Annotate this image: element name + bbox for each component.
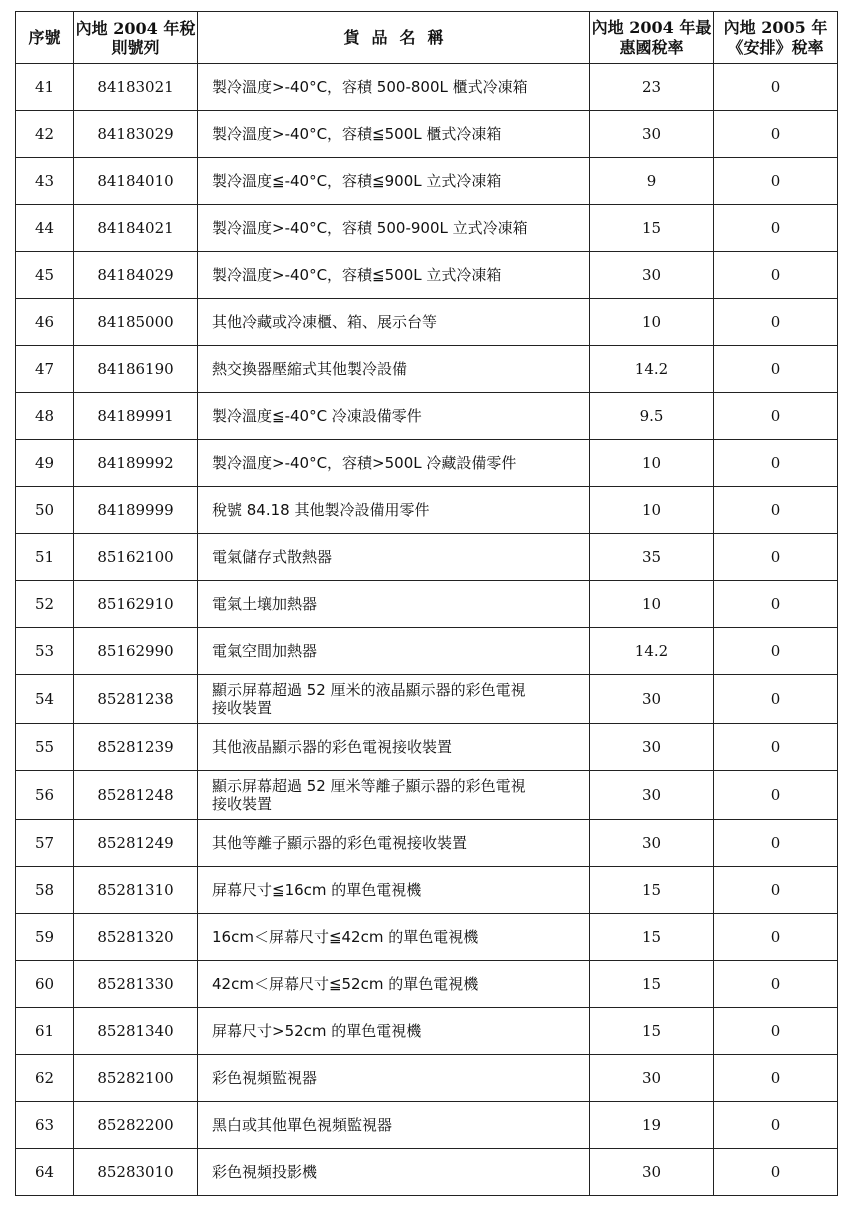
row-mfn-rate-cell: 30 [590, 111, 714, 158]
row-cepa-rate-cell: 0 [714, 914, 838, 961]
row-cepa-rate-cell: 0 [714, 724, 838, 771]
row-mfn-rate-cell: 10 [590, 440, 714, 487]
row-goods-name-cell [198, 1149, 590, 1196]
row-goods-name-cell [198, 1055, 590, 1102]
row-goods-name-line1: 16cm＜屏幕尺寸≦42cm 的單色電視機 [212, 928, 479, 946]
row-mfn-rate-cell: 30 [590, 724, 714, 771]
row-goods-name-line1: 電氣土壤加熱器 [212, 595, 318, 613]
row-seq-cell: 49 [16, 440, 74, 487]
row-mfn-rate-cell: 9 [590, 158, 714, 205]
table-row [16, 867, 838, 914]
row-tariff-code-cell: 85283010 [74, 1149, 198, 1196]
row-seq-cell: 58 [16, 867, 74, 914]
row-cepa-rate-cell: 0 [714, 158, 838, 205]
table-row [16, 64, 838, 111]
row-mfn-rate-cell: 35 [590, 534, 714, 581]
row-mfn-rate-cell: 14.2 [590, 346, 714, 393]
row-goods-name-cell [198, 581, 590, 628]
row-tariff-code-cell: 84183021 [74, 64, 198, 111]
row-goods-name-cell [198, 1102, 590, 1149]
row-goods-name-line1: 42cm＜屏幕尺寸≦52cm 的單色電視機 [212, 975, 479, 993]
row-goods-name-line1: 熱交換器壓縮式其他製冷設備 [212, 360, 408, 378]
row-goods-name-cell [198, 299, 590, 346]
header-cepa-rate-line1: 內地 2005 年 [723, 17, 828, 37]
row-cepa-rate-cell: 0 [714, 867, 838, 914]
row-cepa-rate-cell: 0 [714, 675, 838, 724]
row-goods-name-line1: 製冷溫度>-40°C，容積>500L 冷藏設備零件 [212, 454, 517, 472]
row-goods-name-cell [198, 487, 590, 534]
table-row [16, 820, 838, 867]
row-goods-name-line1: 彩色視頻投影機 [212, 1163, 318, 1181]
row-mfn-rate-cell: 15 [590, 961, 714, 1008]
row-goods-name-line1: 電氣儲存式散熱器 [212, 548, 333, 566]
row-cepa-rate-cell: 0 [714, 1008, 838, 1055]
row-mfn-rate-cell: 30 [590, 820, 714, 867]
table-row [16, 675, 838, 724]
row-mfn-rate-cell: 15 [590, 867, 714, 914]
row-goods-name-cell [198, 724, 590, 771]
header-mfn-rate [590, 12, 714, 64]
row-seq-cell: 55 [16, 724, 74, 771]
row-cepa-rate-cell: 0 [714, 581, 838, 628]
row-seq-cell: 63 [16, 1102, 74, 1149]
row-tariff-code-cell: 84189992 [74, 440, 198, 487]
header-cepa-rate-line2: 《安排》稅率 [727, 37, 824, 57]
row-goods-name-line1: 製冷溫度>-40°C，容積 500-800L 櫃式冷凍箱 [212, 78, 528, 96]
row-goods-name-line1: 電氣空間加熱器 [212, 642, 318, 660]
table-row [16, 628, 838, 675]
row-tariff-code-cell: 85281238 [74, 675, 198, 724]
row-goods-name-cell [198, 158, 590, 205]
row-tariff-code-cell: 85281320 [74, 914, 198, 961]
row-cepa-rate-cell: 0 [714, 252, 838, 299]
header-goods-name: 貨品名稱 [198, 12, 590, 64]
row-mfn-rate-cell: 30 [590, 675, 714, 724]
header-mfn-rate-line1: 內地 2004 年最 [591, 17, 712, 37]
table-row [16, 393, 838, 440]
row-seq-cell: 52 [16, 581, 74, 628]
row-goods-name-cell [198, 393, 590, 440]
row-cepa-rate-cell: 0 [714, 1055, 838, 1102]
row-tariff-code-cell: 85281310 [74, 867, 198, 914]
row-mfn-rate-cell: 19 [590, 1102, 714, 1149]
row-goods-name-line1: 屏幕尺寸≦16cm 的單色電視機 [212, 881, 422, 899]
table-row [16, 252, 838, 299]
row-goods-name-line1: 彩色視頻監視器 [212, 1069, 318, 1087]
row-goods-name-cell [198, 64, 590, 111]
row-goods-name-line1: 製冷溫度>-40°C，容積≦500L 櫃式冷凍箱 [212, 125, 502, 143]
row-tariff-code-cell: 85162100 [74, 534, 198, 581]
row-tariff-code-cell: 85282200 [74, 1102, 198, 1149]
row-cepa-rate-cell: 0 [714, 534, 838, 581]
row-goods-name-cell [198, 1008, 590, 1055]
table-row [16, 914, 838, 961]
row-mfn-rate-cell: 30 [590, 252, 714, 299]
row-seq-cell: 43 [16, 158, 74, 205]
row-tariff-code-cell: 84189999 [74, 487, 198, 534]
row-seq-cell: 51 [16, 534, 74, 581]
table-row [16, 961, 838, 1008]
row-goods-name-line1: 其他液晶顯示器的彩色電視接收裝置 [212, 738, 453, 756]
row-goods-name-line1: 顯示屏幕超過 52 厘米的液晶顯示器的彩色電視 [212, 681, 526, 699]
table-row [16, 1055, 838, 1102]
row-goods-name-line1: 製冷溫度>-40°C，容積≦500L 立式冷凍箱 [212, 266, 502, 284]
row-tariff-code-cell: 84186190 [74, 346, 198, 393]
row-tariff-code-cell: 85281340 [74, 1008, 198, 1055]
row-cepa-rate-cell: 0 [714, 487, 838, 534]
row-goods-name-cell [198, 820, 590, 867]
row-goods-name-line1: 稅號 84.18 其他製冷設備用零件 [212, 501, 430, 519]
row-tariff-code-cell: 85281248 [74, 771, 198, 820]
row-seq-cell: 57 [16, 820, 74, 867]
row-goods-name-line1: 製冷溫度>-40°C，容積 500-900L 立式冷凍箱 [212, 219, 528, 237]
row-goods-name-cell [198, 252, 590, 299]
table-row [16, 1102, 838, 1149]
row-seq-cell: 46 [16, 299, 74, 346]
row-cepa-rate-cell: 0 [714, 628, 838, 675]
row-seq-cell: 44 [16, 205, 74, 252]
row-tariff-code-cell: 84184010 [74, 158, 198, 205]
row-goods-name-cell [198, 771, 590, 820]
table-row [16, 581, 838, 628]
header-tariff-code-line1: 內地 2004 年稅 [75, 18, 196, 38]
row-goods-name-line1: 製冷溫度≦-40°C 冷凍設備零件 [212, 407, 422, 425]
tariff-document [15, 11, 837, 1196]
row-goods-name-cell [198, 534, 590, 581]
header-cepa-rate [714, 12, 838, 64]
row-mfn-rate-cell: 10 [590, 487, 714, 534]
row-mfn-rate-cell: 15 [590, 914, 714, 961]
row-goods-name-line1: 顯示屏幕超過 52 厘米等離子顯示器的彩色電視 [212, 777, 526, 795]
header-tariff-code [74, 12, 198, 64]
row-goods-name-line1: 黑白或其他單色視頻監視器 [212, 1116, 393, 1134]
row-seq-cell: 61 [16, 1008, 74, 1055]
header-seq: 序號 [16, 12, 74, 64]
row-tariff-code-cell: 84183029 [74, 111, 198, 158]
row-goods-name-cell [198, 914, 590, 961]
row-seq-cell: 64 [16, 1149, 74, 1196]
table-row [16, 724, 838, 771]
row-cepa-rate-cell: 0 [714, 1149, 838, 1196]
header-tariff-code-line2: 則號列 [111, 37, 160, 57]
row-goods-name-cell [198, 205, 590, 252]
row-goods-name-cell [198, 111, 590, 158]
table-body [16, 64, 838, 1196]
row-tariff-code-cell: 85162990 [74, 628, 198, 675]
row-cepa-rate-cell: 0 [714, 205, 838, 252]
table-row [16, 487, 838, 534]
table-row [16, 1149, 838, 1196]
row-tariff-code-cell: 84184021 [74, 205, 198, 252]
row-mfn-rate-cell: 10 [590, 581, 714, 628]
row-mfn-rate-cell: 10 [590, 299, 714, 346]
row-cepa-rate-cell: 0 [714, 393, 838, 440]
row-seq-cell: 54 [16, 675, 74, 724]
row-mfn-rate-cell: 14.2 [590, 628, 714, 675]
table-row [16, 346, 838, 393]
header-mfn-rate-line2: 惠國稅率 [619, 37, 684, 57]
row-seq-cell: 42 [16, 111, 74, 158]
row-tariff-code-cell: 85281249 [74, 820, 198, 867]
row-seq-cell: 48 [16, 393, 74, 440]
row-goods-name-cell [198, 867, 590, 914]
row-seq-cell: 59 [16, 914, 74, 961]
row-goods-name-cell [198, 628, 590, 675]
row-cepa-rate-cell: 0 [714, 440, 838, 487]
table-row [16, 1008, 838, 1055]
row-seq-cell: 41 [16, 64, 74, 111]
row-tariff-code-cell: 85162910 [74, 581, 198, 628]
row-tariff-code-cell: 85282100 [74, 1055, 198, 1102]
table-row [16, 205, 838, 252]
row-goods-name-line2: 接收裝置 [212, 699, 273, 717]
row-cepa-rate-cell: 0 [714, 346, 838, 393]
table-row [16, 299, 838, 346]
row-tariff-code-cell: 84184029 [74, 252, 198, 299]
row-seq-cell: 56 [16, 771, 74, 820]
row-mfn-rate-cell: 30 [590, 1055, 714, 1102]
row-goods-name-cell [198, 346, 590, 393]
row-tariff-code-cell: 84189991 [74, 393, 198, 440]
row-seq-cell: 53 [16, 628, 74, 675]
row-goods-name-line2: 接收裝置 [212, 795, 273, 813]
row-goods-name-line1: 屏幕尺寸>52cm 的單色電視機 [212, 1022, 422, 1040]
row-goods-name-line1: 製冷溫度≦-40°C，容積≦900L 立式冷凍箱 [212, 172, 502, 190]
table-row [16, 111, 838, 158]
row-cepa-rate-cell: 0 [714, 820, 838, 867]
row-cepa-rate-cell: 0 [714, 1102, 838, 1149]
row-mfn-rate-cell: 15 [590, 205, 714, 252]
row-mfn-rate-cell: 30 [590, 771, 714, 820]
row-goods-name-line1: 其他等離子顯示器的彩色電視接收裝置 [212, 834, 468, 852]
row-cepa-rate-cell: 0 [714, 111, 838, 158]
tariff-table [15, 11, 838, 1196]
row-mfn-rate-cell: 23 [590, 64, 714, 111]
table-row [16, 158, 838, 205]
row-goods-name-cell [198, 675, 590, 724]
row-cepa-rate-cell: 0 [714, 299, 838, 346]
row-cepa-rate-cell: 0 [714, 64, 838, 111]
row-seq-cell: 50 [16, 487, 74, 534]
row-tariff-code-cell: 85281239 [74, 724, 198, 771]
row-seq-cell: 60 [16, 961, 74, 1008]
row-cepa-rate-cell: 0 [714, 771, 838, 820]
row-goods-name-line1: 其他冷藏或冷凍櫃、箱、展示台等 [212, 313, 438, 331]
row-tariff-code-cell: 85281330 [74, 961, 198, 1008]
row-seq-cell: 45 [16, 252, 74, 299]
table-row [16, 534, 838, 581]
row-cepa-rate-cell: 0 [714, 961, 838, 1008]
row-goods-name-cell [198, 440, 590, 487]
row-mfn-rate-cell: 30 [590, 1149, 714, 1196]
table-row [16, 771, 838, 820]
row-seq-cell: 62 [16, 1055, 74, 1102]
row-mfn-rate-cell: 9.5 [590, 393, 714, 440]
row-tariff-code-cell: 84185000 [74, 299, 198, 346]
row-seq-cell: 47 [16, 346, 74, 393]
table-row [16, 440, 838, 487]
row-goods-name-cell [198, 961, 590, 1008]
row-mfn-rate-cell: 15 [590, 1008, 714, 1055]
table-header-row [16, 12, 838, 64]
